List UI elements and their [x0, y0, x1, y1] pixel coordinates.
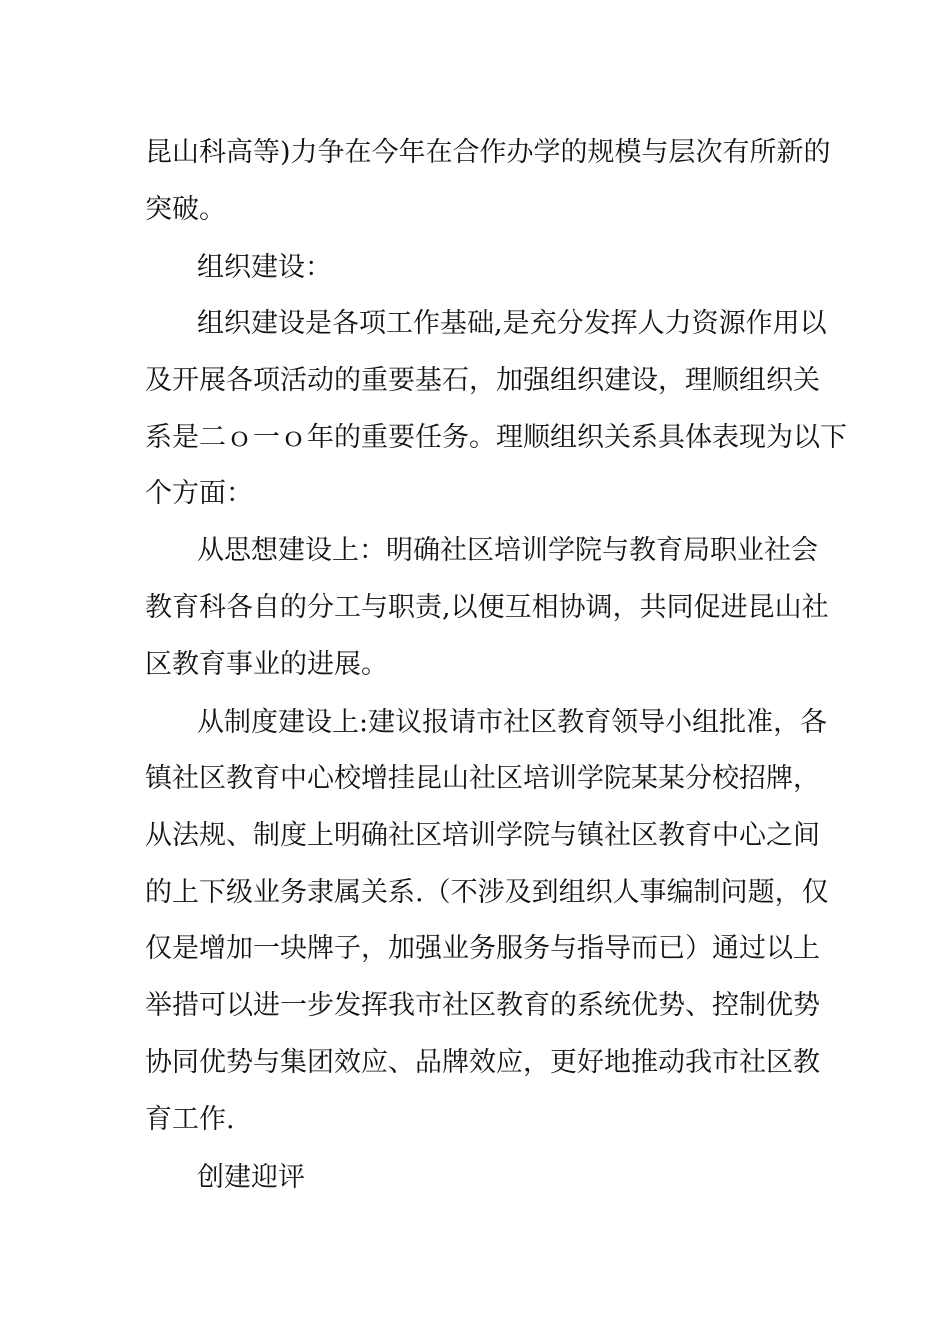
text-line: 区教育事业的进展。 [145, 649, 388, 680]
section-heading: 组织建设： [197, 252, 332, 283]
text-line: 协同优势与集团效应、品牌效应，更好地推动我市社区教 [145, 1047, 820, 1078]
section-heading: 创建迎评 [197, 1162, 305, 1193]
text-line: 从制度建设上:建议报请市社区教育领导小组批准，各 [197, 707, 828, 738]
text-line: 组织建设是各项工作基础,是充分发挥人力资源作用以 [197, 308, 827, 339]
text-line: 从思想建设上：明确社区培训学院与教育局职业社会 [197, 535, 818, 566]
text-line: 个方面： [145, 478, 253, 509]
text-line: 镇社区教育中心校增挂昆山社区培训学院某某分校招牌， [145, 763, 820, 794]
text-line: 的上下级业务隶属关系.（不涉及到组织人事编制问题，仅 [145, 877, 829, 908]
text-line: 从法规、制度上明确社区培训学院与镇社区教育中心之间 [145, 820, 820, 851]
text-line: 仅是增加一块牌子，加强业务服务与指导而已）通过以上 [145, 933, 820, 964]
text-line: 突破。 [145, 194, 226, 225]
text-line: 系是二ｏ一ｏ年的重要任务。理顺组织关系具体表现为以下 [145, 422, 847, 453]
text-line: 及开展各项活动的重要基石，加强组织建设，理顺组织关 [145, 365, 820, 396]
text-line: 昆山科高等)力争在今年在合作办学的规模与层次有所新的 [145, 137, 831, 168]
text-line: 教育科各自的分工与职责,以便互相协调，共同促进昆山社 [145, 592, 829, 623]
text-line: 举措可以进一步发挥我市社区教育的系统优势、控制优势 [145, 990, 820, 1021]
text-line: 育工作. [145, 1104, 235, 1135]
